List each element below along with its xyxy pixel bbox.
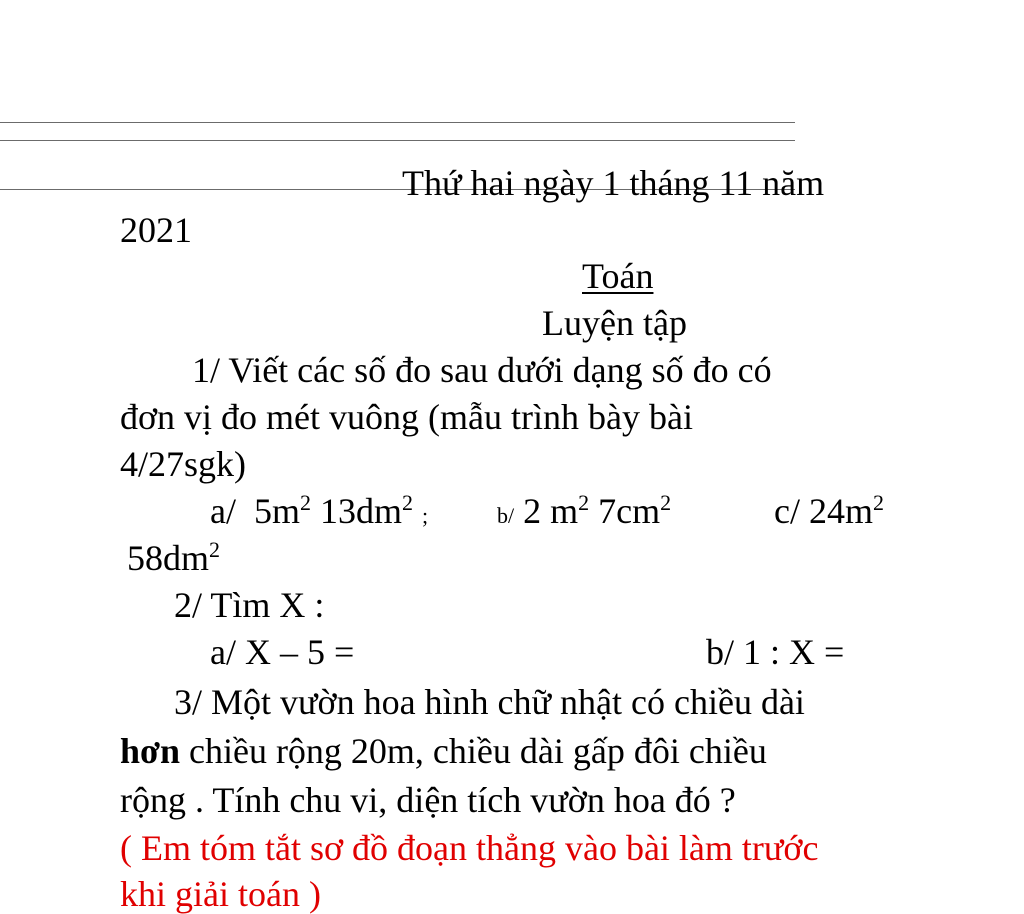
exercise1-a-sup1: 2 xyxy=(300,490,311,515)
exercise3-line1: 3/ Một vườn hoa hình chữ nhật có chiều dài xyxy=(174,682,805,722)
exercise1-line1: 1/ Viết các số đo sau dưới dạng số đo có xyxy=(192,350,772,390)
header-rule-2 xyxy=(0,140,795,141)
date-line: Thứ hai ngày 1 tháng 11 năm xyxy=(402,163,825,203)
exercise2-title: 2/ Tìm X : xyxy=(174,585,325,625)
exercise1-b-value1: 2 m xyxy=(523,491,579,531)
exercise3-bold-word: hơn xyxy=(120,731,180,771)
exercise2-b: b/ 1 : X = xyxy=(706,632,845,672)
exercise1-c-value2: 58dm xyxy=(127,538,210,578)
subject-title xyxy=(582,258,653,294)
subject-title-text: Toán xyxy=(582,256,654,296)
exercise1-a-label: a/ xyxy=(210,491,236,531)
exercise1-b xyxy=(497,490,672,531)
exercise1-b-label: b/ xyxy=(497,503,515,528)
exercise3-line3: rộng . Tính chu vi, diện tích vườn hoa đó ? xyxy=(120,780,736,820)
exercise1-b-value2: 7cm xyxy=(598,491,661,531)
exercise1-a-value1: 5m xyxy=(253,491,300,531)
exercise1-line2: đơn vị đo mét vuông (mẫu trình bày bài xyxy=(120,397,693,437)
exercise1-a-separator: ; xyxy=(422,503,429,528)
exercise1-c xyxy=(774,490,884,531)
lesson-title: Luyện tập xyxy=(542,303,687,343)
exercise1-c-sup1: 2 xyxy=(873,490,884,515)
exercise1-a xyxy=(210,490,429,531)
header-rule-1 xyxy=(0,122,795,123)
exercise1-c-label: c/ xyxy=(774,491,800,531)
exercise1-a-sup2: 2 xyxy=(402,490,414,515)
exercise1-line3: 4/27sgk) xyxy=(120,444,246,484)
date-year: 2021 xyxy=(120,210,192,250)
exercise3-line2 xyxy=(120,733,767,769)
exercise1-a-value2: 13dm xyxy=(320,491,403,531)
exercise1-c-sup2: 2 xyxy=(209,537,221,562)
note-line1: ( Em tóm tắt sơ đồ đoạn thẳng vào bài làm trước xyxy=(120,828,819,868)
exercise1-b-sup2: 2 xyxy=(660,490,672,515)
exercise2-a: a/ X – 5 = xyxy=(210,632,355,672)
exercise1-c-cont xyxy=(127,537,221,578)
exercise1-c-value1: 24m xyxy=(808,491,873,531)
exercise1-b-sup1: 2 xyxy=(578,490,590,515)
exercise3-line2-rest: chiều rộng 20m, chiều dài gấp đôi chiều xyxy=(179,731,767,771)
note-line2: khi giải toán ) xyxy=(120,874,321,914)
